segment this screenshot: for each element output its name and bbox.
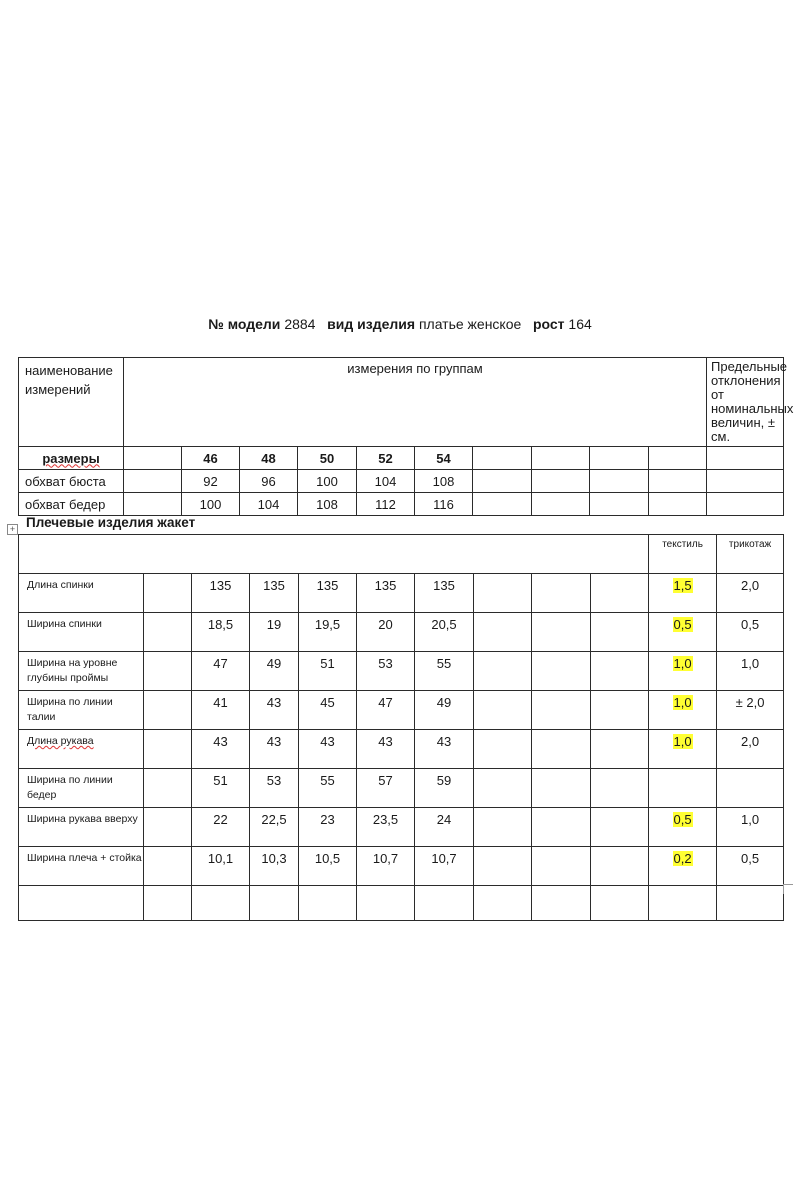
- value-cell: 55: [299, 769, 357, 808]
- sizes-row: [19, 447, 784, 470]
- value-cell: 43: [250, 730, 299, 769]
- textile-tolerance: 0,2: [649, 847, 717, 886]
- section-title: Плечевые изделия жакет: [26, 515, 196, 530]
- value-cell: 10,5: [299, 847, 357, 886]
- knit-tolerance: 2,0: [717, 730, 784, 769]
- header-knit: трикотаж: [717, 535, 784, 574]
- value-cell: 49: [250, 652, 299, 691]
- header-deviation: Предельные отклонения от номинальных величин, ± см.: [707, 358, 784, 447]
- model-label: № модели: [208, 316, 281, 332]
- value-cell: 51: [192, 769, 250, 808]
- header-measurement-groups: измерения по группам: [124, 358, 707, 447]
- table-row: [19, 652, 784, 691]
- value-cell: 10,7: [357, 847, 415, 886]
- value-cell: 135: [357, 574, 415, 613]
- row-label: Ширина плеча + стойка: [19, 847, 144, 886]
- value-cell: 20: [357, 613, 415, 652]
- table-row: [19, 808, 784, 847]
- value-cell: 57: [357, 769, 415, 808]
- sizes-label: размеры: [19, 447, 124, 470]
- row-label: Ширина рукава вверху: [19, 808, 144, 847]
- table-row: [19, 769, 784, 808]
- value-cell: 43: [250, 691, 299, 730]
- value-cell: 100: [298, 470, 357, 493]
- knit-tolerance: 1,0: [717, 808, 784, 847]
- row-label: Длина спинки: [19, 574, 144, 613]
- value-cell: 135: [299, 574, 357, 613]
- height-label: рост: [532, 316, 565, 332]
- value-cell: 23: [299, 808, 357, 847]
- value-cell: 43: [415, 730, 474, 769]
- value-cell: 19: [250, 613, 299, 652]
- value-cell: 24: [415, 808, 474, 847]
- value-cell: 135: [192, 574, 250, 613]
- value-cell: 135: [415, 574, 474, 613]
- textile-tolerance: 1,5: [649, 574, 717, 613]
- value-cell: 20,5: [415, 613, 474, 652]
- value-cell: 43: [192, 730, 250, 769]
- height-value: 164: [568, 316, 592, 332]
- value-cell: 108: [415, 470, 473, 493]
- table-row: [19, 847, 784, 886]
- document-title: [0, 316, 800, 332]
- value-cell: 41: [192, 691, 250, 730]
- value-cell: 47: [192, 652, 250, 691]
- value-cell: 47: [357, 691, 415, 730]
- textile-tolerance: 0,5: [649, 808, 717, 847]
- value-cell: 100: [182, 493, 240, 516]
- row-label: Ширина на уровне глубины проймы: [19, 652, 144, 691]
- textile-tolerance: 1,0: [649, 691, 717, 730]
- table-row: [19, 691, 784, 730]
- value-cell: 104: [240, 493, 298, 516]
- type-label: вид изделия: [327, 316, 416, 332]
- row-label: Длина рукава: [19, 730, 144, 769]
- value-cell: 92: [182, 470, 240, 493]
- value-cell: 53: [250, 769, 299, 808]
- knit-tolerance: 0,5: [717, 613, 784, 652]
- value-cell: 49: [415, 691, 474, 730]
- empty-row: [19, 886, 784, 921]
- value-cell: 59: [415, 769, 474, 808]
- size-cell: 48: [240, 447, 298, 470]
- row-label: обхват бедер: [19, 493, 124, 516]
- header-measurement-name: наименование измерений: [19, 358, 124, 447]
- value-cell: 10,7: [415, 847, 474, 886]
- row-label: Ширина по линии талии: [19, 691, 144, 730]
- value-cell: 45: [299, 691, 357, 730]
- value-cell: 43: [299, 730, 357, 769]
- table-row: [19, 493, 784, 516]
- type-value: платье женское: [418, 316, 522, 332]
- value-cell: 112: [357, 493, 415, 516]
- textile-tolerance: 1,0: [649, 652, 717, 691]
- table-move-handle-icon[interactable]: +: [7, 524, 18, 535]
- textile-tolerance: 1,0: [649, 730, 717, 769]
- knit-tolerance: ± 2,0: [717, 691, 784, 730]
- table-row: [19, 574, 784, 613]
- value-cell: 108: [298, 493, 357, 516]
- value-cell: 51: [299, 652, 357, 691]
- value-cell: 55: [415, 652, 474, 691]
- value-cell: 23,5: [357, 808, 415, 847]
- table-resize-handle[interactable]: [783, 884, 793, 894]
- knit-tolerance: 1,0: [717, 652, 784, 691]
- textile-tolerance: 0,5: [649, 613, 717, 652]
- knit-tolerance: 2,0: [717, 574, 784, 613]
- row-label: Ширина по линии бедер: [19, 769, 144, 808]
- size-cell: 52: [357, 447, 415, 470]
- size-cell: 54: [415, 447, 473, 470]
- size-cell: 50: [298, 447, 357, 470]
- value-cell: 96: [240, 470, 298, 493]
- knit-tolerance: 0,5: [717, 847, 784, 886]
- table-row: [19, 730, 784, 769]
- jacket-measurements-table: [18, 534, 784, 921]
- size-groups-table: [18, 357, 794, 516]
- value-cell: 53: [357, 652, 415, 691]
- header-textile: текстиль: [649, 535, 717, 574]
- row-label: Ширина спинки: [19, 613, 144, 652]
- value-cell: 104: [357, 470, 415, 493]
- table-row: [19, 613, 784, 652]
- value-cell: 10,3: [250, 847, 299, 886]
- value-cell: 22: [192, 808, 250, 847]
- row-label: обхват бюста: [19, 470, 124, 493]
- value-cell: 22,5: [250, 808, 299, 847]
- value-cell: 18,5: [192, 613, 250, 652]
- knit-tolerance: [717, 769, 784, 808]
- value-cell: 43: [357, 730, 415, 769]
- value-cell: 135: [250, 574, 299, 613]
- value-cell: 116: [415, 493, 473, 516]
- table-row: [19, 470, 784, 493]
- textile-tolerance: [649, 769, 717, 808]
- value-cell: 10,1: [192, 847, 250, 886]
- model-value: 2884: [284, 316, 316, 332]
- value-cell: 19,5: [299, 613, 357, 652]
- size-cell: 46: [182, 447, 240, 470]
